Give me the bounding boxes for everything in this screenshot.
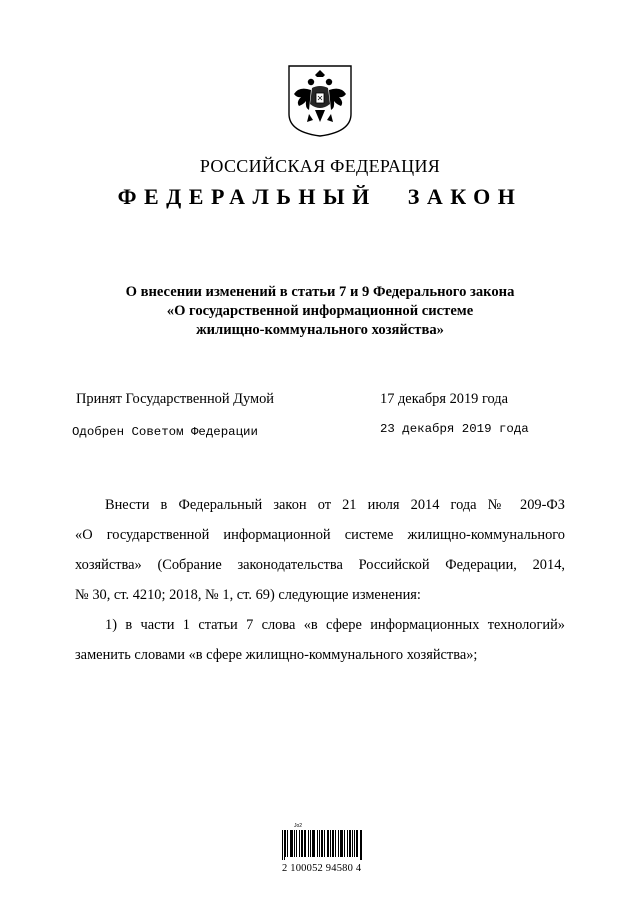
barcode-bar xyxy=(317,830,318,857)
barcode-bar xyxy=(290,830,291,857)
barcode-bar xyxy=(333,830,334,857)
barcode-bar xyxy=(292,830,293,857)
barcode-bar xyxy=(342,830,343,857)
barcode-bar xyxy=(284,830,285,860)
barcode-bar xyxy=(310,830,311,857)
barcode-bar xyxy=(327,830,328,857)
barcode-bar xyxy=(350,830,351,857)
barcode-bar xyxy=(354,830,355,857)
barcode-bar xyxy=(330,830,331,857)
barcode-bar xyxy=(321,830,322,857)
barcode-bar xyxy=(319,830,320,857)
paragraph-line: № 30, ст. 4210; 2018, № 1, ст. 69) следующие изменения: xyxy=(75,587,421,603)
barcode-bar xyxy=(308,830,309,857)
law-title xyxy=(60,283,580,340)
barcode-bar xyxy=(314,830,315,857)
barcode-bar xyxy=(313,830,314,857)
barcode-bar xyxy=(282,830,283,860)
barcode-number: 2 100052 94580 4 xyxy=(282,863,362,874)
approved-by-council-label: Одобрен Советом Федерации xyxy=(72,425,258,439)
barcode-bar xyxy=(352,830,353,857)
barcode-bar xyxy=(335,830,336,857)
paragraph-line: Внести в Федеральный закон от 21 июля 2014 года № 209-ФЗ xyxy=(105,497,565,513)
document-type-heading: ФЕДЕРАЛЬНЫЙ ЗАКОН xyxy=(117,184,523,209)
paragraph-line: заменить словами «в сфере жилищно-коммунального хозяйства»; xyxy=(75,647,478,663)
barcode-bar xyxy=(304,830,305,857)
barcode-caption: Jo2 xyxy=(294,823,303,829)
barcode-bar xyxy=(301,830,302,857)
barcode-bar xyxy=(296,830,297,857)
paragraph-line: 1) в части 1 статьи 7 слова «в сфере информационных технологий» xyxy=(105,617,565,633)
law-body xyxy=(75,490,565,670)
barcode-bar xyxy=(312,830,313,857)
paragraph-line: «О государственной информационной системе жилищно-коммунального xyxy=(75,527,565,543)
barcode-bars xyxy=(282,830,362,860)
barcode-bar xyxy=(356,830,357,857)
barcode-bar xyxy=(341,830,342,857)
country-name: РОССИЙСКАЯ ФЕДЕРАЦИЯ xyxy=(199,156,441,176)
approved-date: 23 декабря 2019 года xyxy=(380,422,529,436)
paragraph-line: хозяйства» (Собрание законодательства Российской Федерации, 2014, xyxy=(75,557,565,573)
barcode-bar xyxy=(322,830,323,857)
barcode-bar xyxy=(305,830,306,857)
barcode-bar xyxy=(299,830,300,857)
barcode-bar xyxy=(340,830,341,857)
barcode-bar xyxy=(360,830,361,860)
law-title-line: жилищно-коммунального хозяйства» xyxy=(196,322,444,338)
barcode-bar xyxy=(285,830,286,857)
coat-of-arms-icon xyxy=(287,64,353,138)
barcode-bar xyxy=(328,830,329,857)
barcode-bar xyxy=(294,830,295,857)
barcode xyxy=(282,823,362,879)
barcode-bar xyxy=(338,830,339,857)
paragraph-item-1 xyxy=(75,610,565,670)
barcode-bar xyxy=(324,830,325,857)
paragraph-intro xyxy=(75,490,565,610)
law-title-line: «О государственной информационной системе xyxy=(166,303,474,319)
barcode-bar xyxy=(344,830,345,857)
barcode-bar xyxy=(291,830,292,857)
barcode-bar xyxy=(349,830,350,857)
adopted-date: 17 декабря 2019 года xyxy=(380,391,509,407)
law-title-line: О внесении изменений в статьи 7 и 9 Федерального закона xyxy=(125,284,515,300)
adopted-by-duma-label: Принят Государственной Думой xyxy=(76,391,274,407)
barcode-bar xyxy=(287,830,288,857)
barcode-bar xyxy=(357,830,358,857)
barcode-bar xyxy=(302,830,303,857)
barcode-bar xyxy=(361,830,362,860)
barcode-bar xyxy=(332,830,333,857)
barcode-bar xyxy=(347,830,348,857)
